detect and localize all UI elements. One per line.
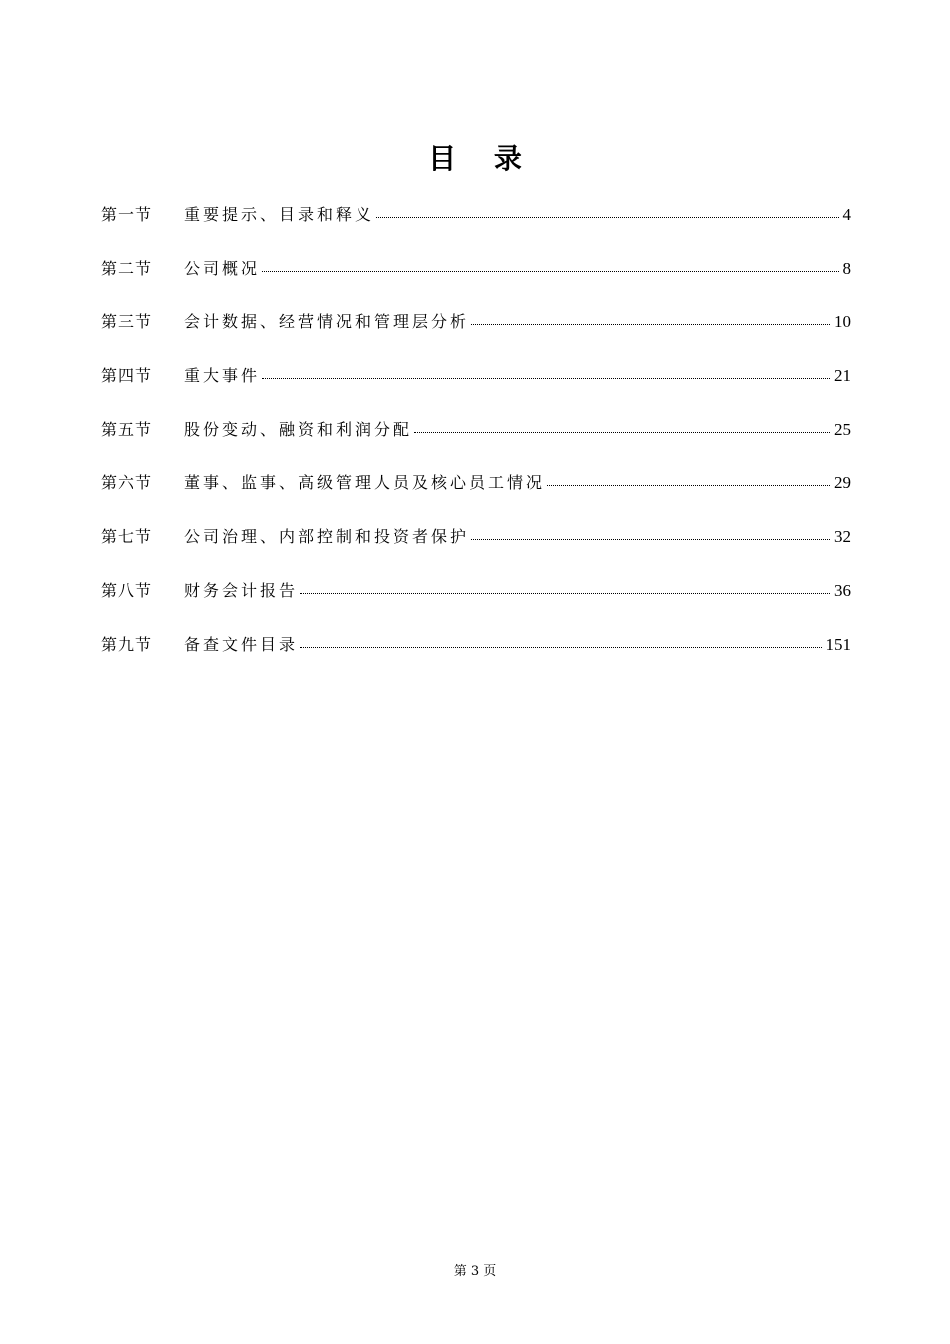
toc-section-label: 第三节 — [101, 312, 153, 332]
toc-page-number: 151 — [825, 634, 851, 654]
toc-entry-title: 会计数据、经营情况和管理层分析 — [184, 312, 470, 332]
toc-section-label: 第四节 — [101, 366, 153, 386]
toc-entry[interactable] — [101, 413, 851, 467]
toc-dot-leader — [300, 593, 830, 594]
toc-dot-leader — [471, 539, 830, 540]
toc-entry-title: 股份变动、融资和利润分配 — [184, 419, 413, 439]
toc-section-label: 第九节 — [101, 634, 153, 654]
toc-entry[interactable] — [101, 252, 851, 306]
toc-section-label: 第一节 — [101, 205, 153, 224]
toc-entry[interactable] — [101, 466, 851, 520]
toc-dot-leader — [471, 324, 830, 325]
toc-section-label: 第八节 — [101, 580, 153, 600]
toc-entry-title: 公司概况 — [184, 258, 261, 278]
toc-page-number: 32 — [834, 527, 851, 547]
toc-entry-title: 重要提示、目录和释义 — [184, 205, 375, 224]
toc-section-label: 第二节 — [101, 258, 153, 278]
toc-section-label: 第五节 — [101, 419, 153, 439]
toc-entry[interactable] — [101, 198, 851, 252]
toc-entry-title: 重大事件 — [184, 366, 261, 386]
toc-page-number: 4 — [842, 205, 851, 224]
toc-entry-title: 董事、监事、高级管理人员及核心员工情况 — [184, 473, 546, 493]
toc-entry-title: 公司治理、内部控制和投资者保护 — [184, 527, 470, 547]
page-title: 目 录 — [428, 141, 536, 175]
toc-dot-leader — [300, 647, 821, 648]
toc-page-number: 21 — [834, 366, 851, 386]
toc-page-number: 8 — [842, 258, 851, 278]
toc-entry-title: 财务会计报告 — [184, 580, 299, 600]
toc-page-number: 36 — [834, 580, 851, 600]
toc-dot-leader — [262, 378, 830, 379]
toc-section-label: 第六节 — [101, 473, 153, 493]
toc-entry[interactable] — [101, 520, 851, 574]
toc-dot-leader — [262, 271, 838, 272]
toc-entry[interactable] — [101, 574, 851, 628]
toc-page-number: 29 — [834, 473, 851, 493]
page-footer: 第 3 页 — [453, 1264, 497, 1279]
toc-entry[interactable] — [101, 359, 851, 413]
toc-dot-leader — [376, 217, 838, 218]
toc-dot-leader — [414, 432, 830, 433]
toc-entry-title: 备查文件目录 — [184, 634, 299, 654]
toc-page-number: 25 — [834, 419, 851, 439]
toc-page-number: 10 — [834, 312, 851, 332]
toc-entry[interactable] — [101, 305, 851, 359]
toc-section-label: 第七节 — [101, 527, 153, 547]
toc-entry[interactable] — [101, 628, 851, 682]
table-of-contents — [101, 198, 851, 681]
toc-dot-leader — [547, 485, 830, 486]
